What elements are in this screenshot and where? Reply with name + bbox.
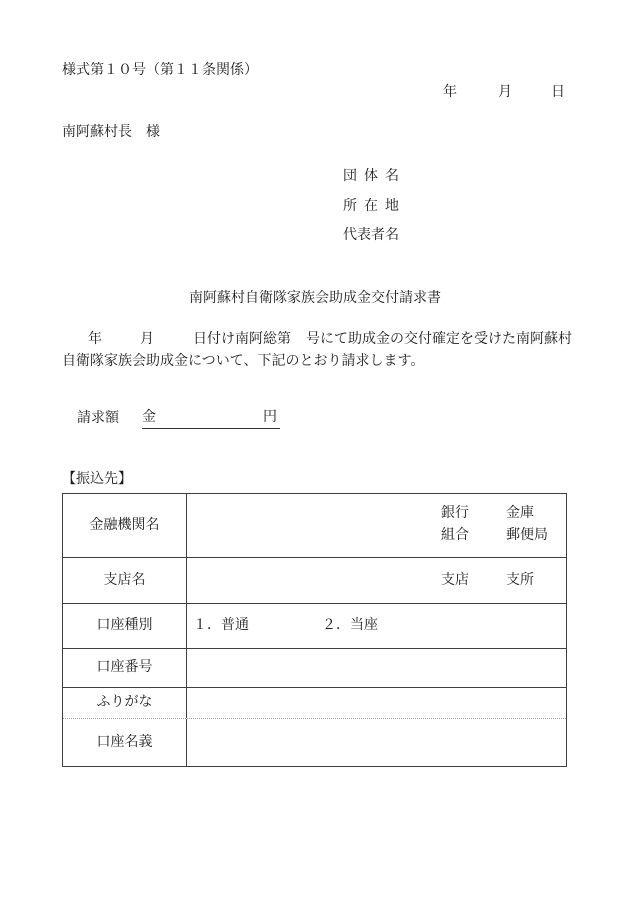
form-number: 様式第１０号（第１１条関係）: [62, 63, 258, 78]
body-line2-text: 自衛隊家族会助成金について、下記のとおり請求します。: [62, 354, 425, 369]
furigana-label: ふりがな: [63, 688, 187, 718]
issue-date-month-label: 月: [498, 85, 512, 100]
option-branch: 支店: [441, 572, 469, 588]
option-ordinary-account: １．普通: [193, 618, 249, 633]
branch-name-label: 支店名: [63, 558, 187, 603]
issue-date-year-label: 年: [443, 85, 457, 100]
option-kumiai: 組合: [441, 528, 469, 543]
claim-amount-suffix: 円: [263, 410, 277, 425]
claim-amount-label: 請求額: [77, 411, 119, 426]
transfer-section-heading: 【振込先】: [62, 472, 132, 487]
body-line1-tail-text: 号にて助成金の交付確定を受けた南阿蘇村: [306, 332, 572, 347]
account-number-label: 口座番号: [63, 649, 187, 687]
account-number-cell: [187, 649, 566, 687]
option-sub-branch: 支所: [506, 572, 534, 588]
body-year-label: 年: [88, 332, 102, 347]
transfer-table: [62, 493, 567, 767]
address-label: 所在地: [343, 199, 406, 214]
financial-institution-label: 金融機関名: [63, 494, 187, 557]
table-row-financial-institution: [63, 494, 566, 557]
option-bank: 銀行: [441, 506, 469, 521]
table-row-furigana: [63, 687, 566, 718]
claim-amount-prefix: 金: [142, 410, 156, 425]
table-row-account-holder: [63, 718, 566, 766]
option-shinkin: 金庫: [506, 506, 534, 521]
financial-institution-cell: [187, 494, 566, 557]
table-row-account-number: [63, 648, 566, 687]
issue-date-day-label: 日: [551, 85, 565, 100]
account-holder-label: 口座名義: [63, 719, 187, 766]
body-date-doc-number-text: 日付け南阿総第: [193, 332, 291, 347]
account-type-label: 口座種別: [63, 604, 187, 648]
representative-label: 代表者名: [343, 228, 399, 243]
option-current-account: ２．当座: [322, 618, 378, 633]
claim-amount-underline: [142, 411, 280, 429]
document-title: 南阿蘇村自衛隊家族会助成金交付請求書: [189, 291, 441, 306]
account-type-cell: [187, 604, 566, 648]
account-holder-cell: [187, 719, 566, 766]
furigana-cell: [187, 688, 566, 718]
body-month-label: 月: [140, 332, 154, 347]
table-row-branch-name: [63, 557, 566, 603]
option-post-office: 郵便局: [506, 528, 548, 543]
org-name-label: 団体名: [343, 169, 406, 184]
branch-name-cell: [187, 558, 566, 603]
table-row-account-type: [63, 603, 566, 648]
addressee: 南阿蘇村長 様: [62, 125, 160, 140]
